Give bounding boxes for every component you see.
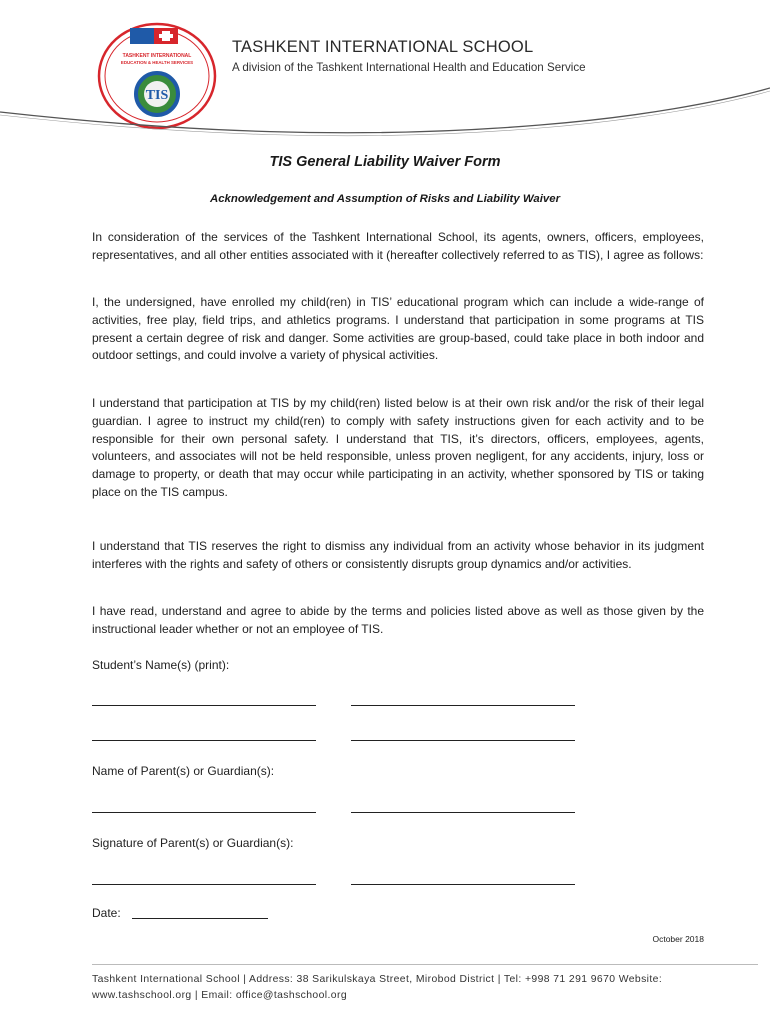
footer-contact: Tashkent International School | Address: 38 Sarikulskaya Street, Mirobod District | Tel: +998 71 291 9670 Website: www.tashschool.org | Email: office@tashschool.org <box>92 974 663 1001</box>
svg-text:EDUCATION & HEALTH SERVICES: EDUCATION & HEALTH SERVICES <box>120 60 194 65</box>
paragraph-risk: I understand that participation at TIS by my child(ren) listed below is at their own risk and/or the risk of their legal guardian. I agree to instruct my child(ren) to comply with safety instructions given for each activity and to be responsible for their own personal safety. I understand that TIS, it’s directors, officers, employees, agents, volunteers, and associates will not be held responsible, unless proven negligent, for any accidents, injury, loss or damage to property, or death that may occur while participating in an activity, whether sponsored by TIS or taking place on the TIS campus. <box>92 396 704 499</box>
paragraph-dismissal: I understand that TIS reserves the right to dismiss any individual from an activity whose behavior in its judgment interferes with the rights and safety of others or consistently disrupts group dynamics and/or activities. <box>92 539 704 571</box>
parent-name-label: Name of Parent(s) or Guardian(s): <box>92 764 275 778</box>
svg-text:TIS: TIS <box>145 88 169 103</box>
paragraph-agreement: I have read, understand and agree to abide by the terms and policies listed above as well as those given by the instructional leader whether or not an employee of TIS. <box>92 604 704 636</box>
school-name: TASHKENT INTERNATIONAL SCHOOL <box>232 38 534 56</box>
student-name-line-3[interactable] <box>92 740 316 741</box>
date-line[interactable] <box>132 918 268 919</box>
svg-text:TASHKENT INTERNATIONAL: TASHKENT INTERNATIONAL <box>122 53 192 59</box>
form-subtitle: Acknowledgement and Assumption of Risks and Liability Waiver <box>209 193 560 205</box>
header-swoosh <box>0 70 770 140</box>
parent-name-line-1[interactable] <box>92 812 316 813</box>
parent-name-line-2[interactable] <box>351 812 575 813</box>
signature-label: Signature of Parent(s) or Guardian(s): <box>92 836 294 850</box>
student-name-line-2[interactable] <box>351 705 575 706</box>
paragraph-enrollment: I, the undersigned, have enrolled my child(ren) in TIS’ educational program which can include a wide-range of activities, free play, field trips, and athletics programs. I understand that participation in some programs at TIS present a certain degree of risk and danger. Some activities are group-based, could take place in both indoor and outdoor settings, and could involve a variety of physical activities. <box>92 295 704 363</box>
school-division: A division of the Tashkent International Health and Education Service <box>232 61 586 74</box>
date-label: Date: <box>92 906 121 920</box>
footer-divider <box>92 964 758 965</box>
student-name-line-4[interactable] <box>351 740 575 741</box>
document-date: October 2018 <box>652 934 704 944</box>
student-name-line-1[interactable] <box>92 705 316 706</box>
signature-line-1[interactable] <box>92 884 316 885</box>
paragraph-consideration: In consideration of the services of the Tashkent International School, its agents, owners, officers, employees, representatives, and all other entities associated with it (hereafter collectively referred to as TIS), I agree as follows: <box>92 230 704 262</box>
student-name-label: Student’s Name(s) (print): <box>92 658 230 672</box>
signature-line-2[interactable] <box>351 884 575 885</box>
form-title: TIS General Liability Waiver Form <box>269 154 501 170</box>
